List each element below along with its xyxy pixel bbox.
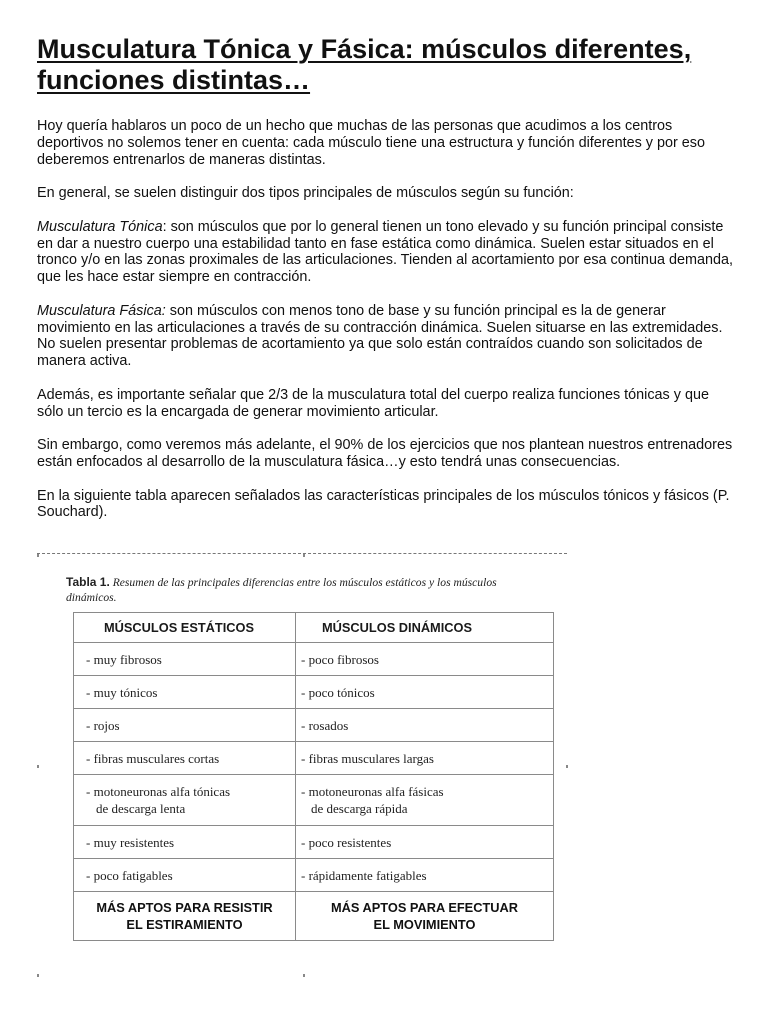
corner-mark xyxy=(303,974,305,977)
paragraph-intro: Hoy quería hablaros un poco de un hecho que muchas de las personas que acudimos a los centros deportivos no solemos tener en cuenta: cada músculo tiene una estructura y función diferentes y por eso deberemos entrenarlos de maneras distintas. xyxy=(37,118,705,168)
header-dynamic-muscles: MÚSCULOS DINÁMICOS xyxy=(296,613,554,643)
side-mark xyxy=(566,765,568,768)
table-footer-row xyxy=(74,892,554,941)
term-phasic: Musculatura Fásica: xyxy=(37,302,166,319)
document-page xyxy=(37,34,737,538)
static-cell: - muy tónicos xyxy=(74,676,296,709)
static-cell: - rojos xyxy=(74,709,296,742)
dynamic-cell: - poco resistentes xyxy=(296,826,554,859)
dynamic-cell-line: - motoneuronas alfa fásicas xyxy=(301,784,444,799)
header-static-muscles: MÚSCULOS ESTÁTICOS xyxy=(74,613,296,643)
dashed-border xyxy=(37,553,567,554)
static-cell: - muy fibrosos xyxy=(74,643,296,676)
static-cell: - poco fatigables xyxy=(74,859,296,892)
paragraph-tonic xyxy=(37,219,737,286)
side-mark xyxy=(37,765,39,768)
paragraph-types: En general, se suelen distinguir dos tipos principales de músculos según su función: xyxy=(37,185,574,202)
dynamic-cell: - poco tónicos xyxy=(296,676,554,709)
dynamic-cell: - poco fibrosos xyxy=(296,643,554,676)
table-row xyxy=(74,742,554,775)
static-cell xyxy=(74,775,296,826)
paragraph-phasic xyxy=(37,303,737,370)
caption-label: Tabla 1. xyxy=(66,575,110,589)
dynamic-cell xyxy=(296,775,554,826)
table-header-row xyxy=(74,613,554,643)
static-cell: - muy resistentes xyxy=(74,826,296,859)
dynamic-summary-line: EL MOVIMIENTO xyxy=(373,917,476,932)
corner-mark xyxy=(37,554,39,557)
muscle-comparison-table xyxy=(73,612,554,941)
static-cell-line: de descarga lenta xyxy=(96,801,186,816)
dynamic-summary xyxy=(296,892,554,941)
table-figure xyxy=(37,550,567,980)
paragraph-table-intro: En la siguiente tabla aparecen señalados las características principales de los músculos tónicos y fásicos (P. Souchard). xyxy=(37,487,730,521)
table-row xyxy=(74,643,554,676)
paragraph-proportion: Además, es importante señalar que 2/3 de la musculatura total del cuerpo realiza funciones tónicas y que sólo un tercio es la encargada de generar movimiento articular. xyxy=(37,386,709,420)
corner-mark xyxy=(37,974,39,977)
dynamic-cell: - rápidamente fatigables xyxy=(296,859,554,892)
table-row xyxy=(74,859,554,892)
table-row xyxy=(74,775,554,826)
static-summary xyxy=(74,892,296,941)
table-row xyxy=(74,676,554,709)
caption-text-continued: dinámicos. xyxy=(66,591,117,604)
page-title: Musculatura Tónica y Fásica: músculos diferentes, funciones distintas… xyxy=(37,34,692,95)
static-cell: - fibras musculares cortas xyxy=(74,742,296,775)
dynamic-cell-line: de descarga rápida xyxy=(311,801,408,816)
static-summary-line: MÁS APTOS PARA RESISTIR xyxy=(96,900,273,915)
dynamic-cell: - fibras musculares largas xyxy=(296,742,554,775)
table-row xyxy=(74,709,554,742)
static-summary-line: EL ESTIRAMIENTO xyxy=(126,917,243,932)
dynamic-summary-line: MÁS APTOS PARA EFECTUAR xyxy=(331,900,518,915)
caption-text: Resumen de las principales diferencias entre los músculos estáticos y los músculos xyxy=(109,576,497,589)
static-cell-line: - motoneuronas alfa tónicas xyxy=(86,784,231,799)
table-caption xyxy=(66,575,546,605)
corner-mark xyxy=(303,554,305,557)
phasic-description: son músculos con menos tono de base y su función principal es la de generar movimiento en las articulaciones a través de su contracción dinámica. Suelen situarse en las extremidades. No suelen presentar problemas de acortamiento ya que solo están contraídos cuando son solicitados de manera activa. xyxy=(37,302,723,370)
table-row xyxy=(74,826,554,859)
tonic-description: : son músculos que por lo general tienen un tono elevado y su función principal consiste en dar a nuestro cuerpo una estabilidad tanto en fase estática como dinámica. Suelen estar situados en el tronco y/o en las zonas proximales de las articulaciones. Tienden al acortamiento por esa continua demanda, que les hace estar siempre en contracción. xyxy=(37,218,733,286)
dynamic-cell: - rosados xyxy=(296,709,554,742)
term-tonic: Musculatura Tónica xyxy=(37,218,163,235)
article-body xyxy=(37,118,737,521)
paragraph-exercises: Sin embargo, como veremos más adelante, el 90% de los ejercicios que nos plantean nuestros entrenadores están enfocados al desarrollo de la musculatura fásica…y esto tendrá unas consecuencias. xyxy=(37,437,733,470)
